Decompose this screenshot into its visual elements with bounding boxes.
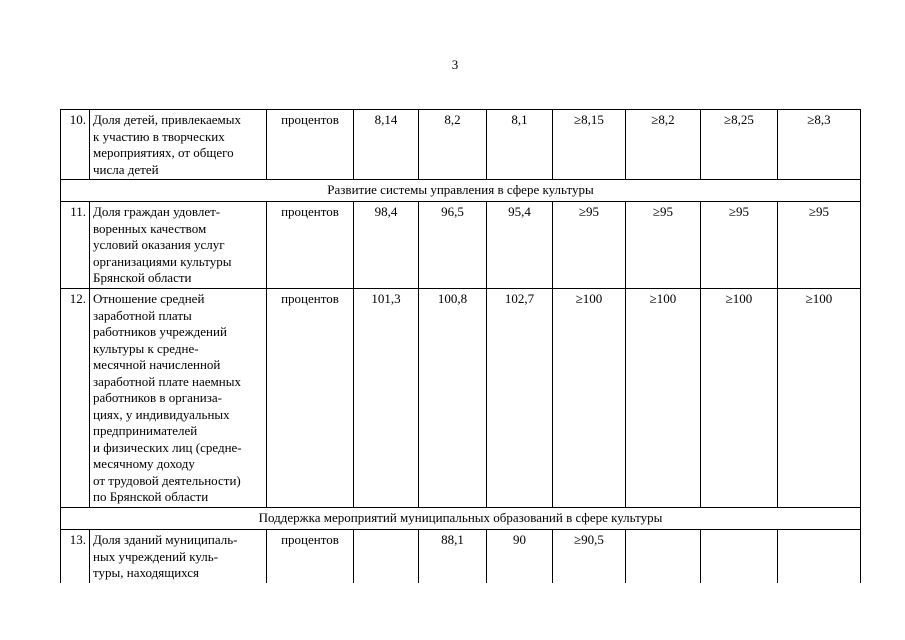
row-number: 13. [61, 530, 90, 583]
section-title: Поддержка мероприятий муниципальных образований в сфере культуры [61, 508, 861, 530]
section-row [61, 508, 861, 530]
value-cell: ≥100 [778, 289, 861, 508]
page-number: 3 [451, 57, 459, 72]
unit-cell: процентов [267, 202, 354, 289]
value-cell: 8,1 [487, 110, 553, 180]
value-cell [701, 530, 778, 583]
value-cell: 88,1 [419, 530, 487, 583]
indicators-table [60, 109, 861, 583]
table-row [61, 202, 861, 289]
value-cell: ≥8,25 [701, 110, 778, 180]
value-cell: ≥95 [778, 202, 861, 289]
value-cell: ≥100 [701, 289, 778, 508]
value-cell: ≥95 [553, 202, 626, 289]
value-cell: 90 [487, 530, 553, 583]
row-number: 11. [61, 202, 90, 289]
value-cell: ≥8,15 [553, 110, 626, 180]
section-title: Развитие системы управления в сфере культуры [61, 180, 861, 202]
indicator-name: Доля зданий муниципаль- ных учреждений куль- туры, находящихся [90, 530, 267, 583]
value-cell: ≥100 [626, 289, 701, 508]
indicator-name: Доля детей, привлекаемых к участию в творческих мероприятиях, от общего числа детей [90, 110, 267, 180]
value-cell: 100,8 [419, 289, 487, 508]
value-cell: 95,4 [487, 202, 553, 289]
unit-cell: процентов [267, 289, 354, 508]
value-cell [626, 530, 701, 583]
unit-cell: процентов [267, 110, 354, 180]
value-cell [354, 530, 419, 583]
value-cell: 8,14 [354, 110, 419, 180]
value-cell: 98,4 [354, 202, 419, 289]
value-cell: ≥95 [701, 202, 778, 289]
indicator-name: Отношение средней заработной платы работников учреждений культуры к средне- месячной начисленной заработной плате наемных работников в организа- циях, у индивидуальных предпринимателей и физических лиц (средне- месячному доходу от трудовой деятельности) по Брянской области [90, 289, 267, 508]
value-cell: ≥95 [626, 202, 701, 289]
value-cell: ≥90,5 [553, 530, 626, 583]
value-cell: 102,7 [487, 289, 553, 508]
value-cell [778, 530, 861, 583]
section-row [61, 180, 861, 202]
value-cell: ≥100 [553, 289, 626, 508]
value-cell: ≥8,2 [626, 110, 701, 180]
row-number: 12. [61, 289, 90, 508]
value-cell: 101,3 [354, 289, 419, 508]
value-cell: 96,5 [419, 202, 487, 289]
row-number: 10. [61, 110, 90, 180]
table-row [61, 110, 861, 180]
value-cell: 8,2 [419, 110, 487, 180]
value-cell: ≥8,3 [778, 110, 861, 180]
unit-cell: процентов [267, 530, 354, 583]
table-row [61, 289, 861, 508]
indicator-name: Доля граждан удовлет- воренных качеством условий оказания услуг организациями культуры Брянской области [90, 202, 267, 289]
table-row [61, 530, 861, 583]
